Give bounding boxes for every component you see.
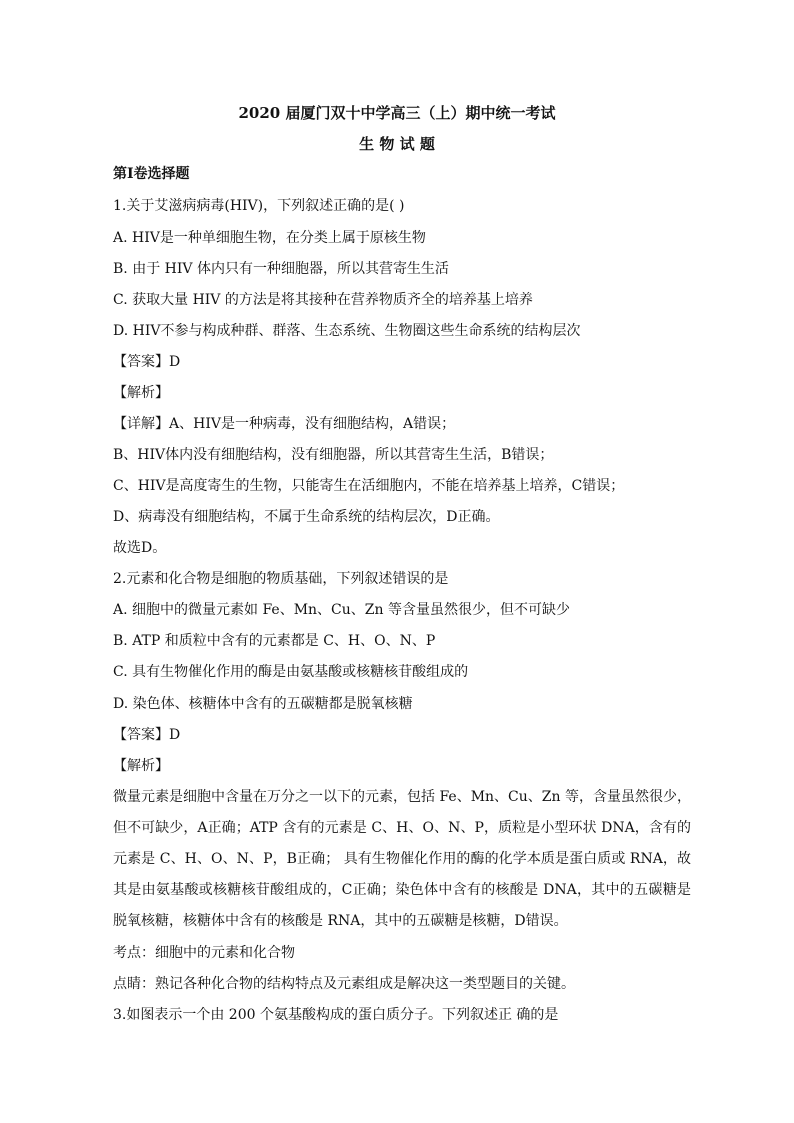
q1-analysis-line: 【详解】A、HIV是一种病毒，没有细胞结构，A错误； <box>113 416 456 432</box>
q1-option-c: C. 获取大量 HIV 的方法是将其接种在营养物质齐全的培养基上培养 <box>113 292 533 308</box>
q1-option-a: A. HIV是一种单细胞生物，在分类上属于原核生物 <box>113 230 426 246</box>
q1-analysis-label: 【解析】 <box>113 385 169 401</box>
q2-stem: 2.元素和化合物是细胞的物质基础，下列叙述错误的是 <box>113 571 449 587</box>
q1-answer: 【答案】D <box>113 354 181 370</box>
q2-option-c: C. 具有生物催化作用的酶是由氨基酸或核糖核苷酸组成的 <box>113 664 469 680</box>
q1-stem: 1.关于艾滋病病毒(HIV)，下列叙述正确的是( ) <box>113 198 405 214</box>
q2-dianjing: 点睛：熟记各种化合物的结构特点及元素组成是解决这一类型题目的关键。 <box>113 976 575 992</box>
q2-option-a: A. 细胞中的微量元素如 Fe、Mn、Cu、Zn 等含量虽然很少，但不可缺少 <box>113 602 570 618</box>
subject-title: 生 物 试 题 <box>359 135 435 153</box>
q2-answer: 【答案】D <box>113 727 181 743</box>
q2-analysis-label: 【解析】 <box>113 758 169 774</box>
section-title: 第I卷选择题 <box>113 166 190 182</box>
exam-title: 2020 届厦门双十中学高三（上）期中统一考试 <box>238 104 556 122</box>
q1-analysis-line: D、病毒没有细胞结构，不属于生命系统的结构层次，D正确。 <box>113 509 500 525</box>
q1-option-d: D. HIV不参与构成种群、群落、生态系统、生物圈这些生命系统的结构层次 <box>113 323 581 339</box>
q1-option-b: B. 由于 HIV 体内只有一种细胞器，所以其营寄生生活 <box>113 261 449 277</box>
q2-option-b: B. ATP 和质粒中含有的元素都是 C、H、O、N、P <box>113 633 436 649</box>
q3-stem: 3.如图表示一个由 200 个氨基酸构成的蛋白质分子。下列叙述正 确的是 <box>113 1007 559 1023</box>
q2-analysis-paragraph: 微量元素是细胞中含量在万分之一以下的元素，包括 Fe、Mn、Cu、Zn 等，含量虽然很少，但不可缺少，A正确；ATP 含有的元素是 C、H、O、N、P，质粒是小型环状 DNA，含有的元素是 C、H、O、N、P，B正确； 具有生物催化作用的酶的化学本质是蛋白质或 RNA，故其是由氨基酸或核糖核苷酸组成的，C正确；染色体中含有的核酸是 DNA，其中的五碳糖是脱氧核糖，核糖体中含有的核酸是 RNA，其中的五碳糖是核糖，D错误。 <box>113 789 691 929</box>
q2-kaodian: 考点：细胞中的元素和化合物 <box>113 945 295 961</box>
q1-analysis-line: C、HIV是高度寄生的生物，只能寄生在活细胞内，不能在培养基上培养，C错误； <box>113 478 625 494</box>
q1-conclusion: 故选D。 <box>113 540 167 556</box>
q2-option-d: D. 染色体、核糖体中含有的五碳糖都是脱氧核糖 <box>113 696 413 712</box>
q1-analysis-line: B、HIV体内没有细胞结构，没有细胞器，所以其营寄生生活，B错误； <box>113 447 554 463</box>
